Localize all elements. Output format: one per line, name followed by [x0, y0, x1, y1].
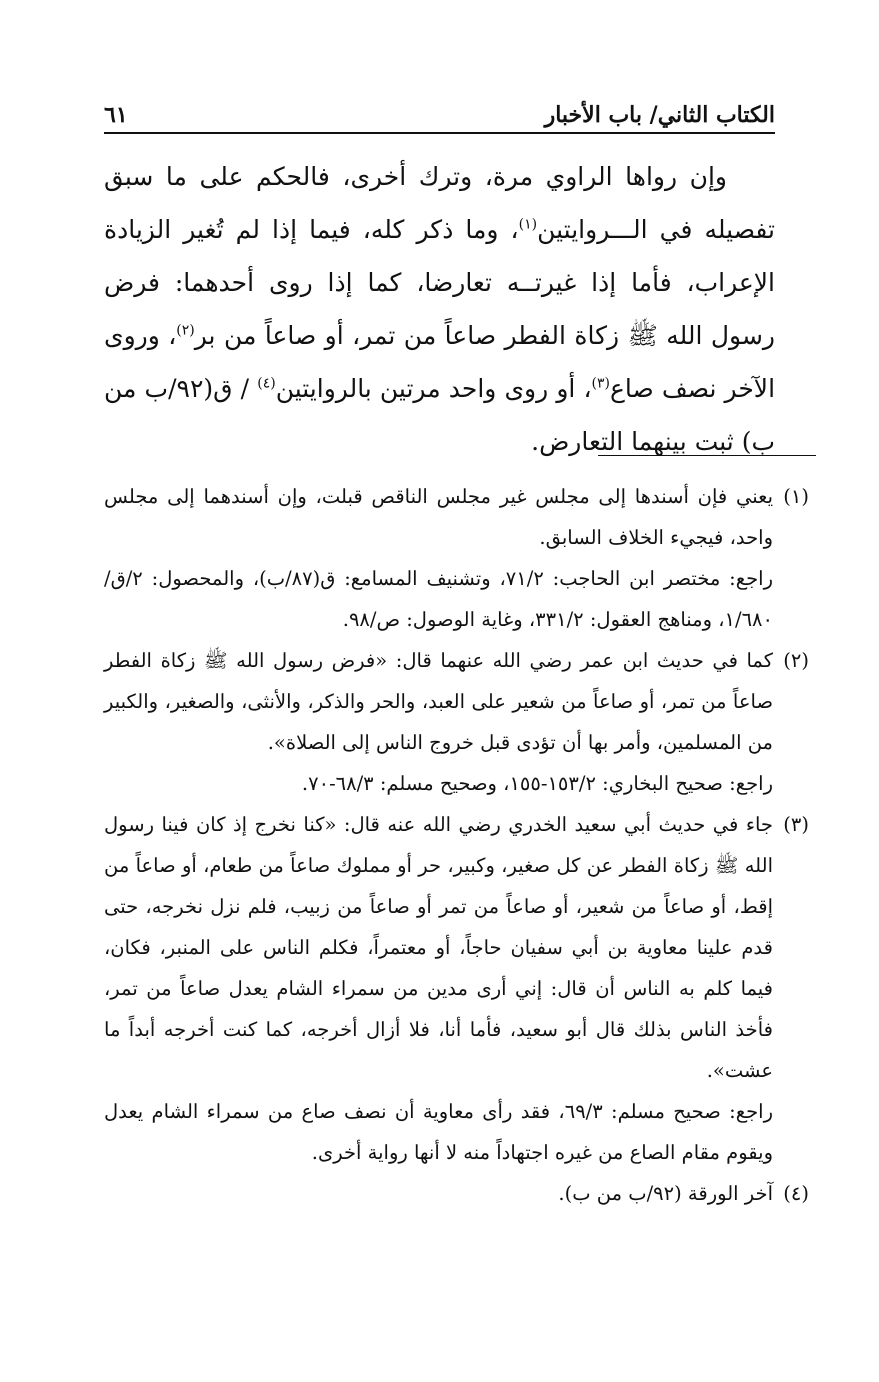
- text-segment: / ق(٩٢/ب من ب) ثبت بينهما التعارض.: [104, 374, 775, 456]
- main-paragraph: [104, 150, 775, 468]
- text-segment: وإن رواها الراوي مرة، وترك أخرى، فالحكم على ما سبق تفصيله في الـــروايتين: [104, 162, 775, 244]
- footnote-1: [104, 476, 809, 640]
- footnote-ref[interactable]: (٣): [591, 375, 611, 392]
- main-text: [104, 150, 775, 468]
- page-number: ٦١: [104, 102, 128, 128]
- footnote-3: [104, 804, 809, 1173]
- text-segment: ، وروى الآخر نصف صاع: [104, 321, 776, 403]
- footnote-ref[interactable]: (٢): [176, 322, 195, 339]
- footnote-text: جاء في حديث أبي سعيد الخدري رضي الله عنه قال: «كنا نخرج إذ كان فينا رسول الله ﷺ زكاة الفطر عن كل صغير، وكبير، حر أو مملوك صاعاً من طعام، أو صاعاً من إقط، أو صاعاً من شعير، أو صاعاً من تمر أو صاعاً من زبيب، فلم نزل نخرجه، حتى قدم علينا معاوية بن أبي سفيان حاجاً، أو معتمراً، فكلم الناس على المنبر، فكان، فيما كلم به الناس أن قال: إني أرى مدين من سمراء الشام يعدل صاعاً من تمر، فأخذ الناس بذلك قال أبو سعيد، فأما أنا، فلا أزال أخرجه، كما كنت أخرجه أبداً ما عشت».: [104, 813, 773, 1082]
- footnote-reference: راجع: صحيح البخاري: ١٥٣/٢-١٥٥، وصحيح مسلم: ٦٨/٣-٧٠.: [301, 772, 773, 795]
- text-segment: ، أو روى واحد مرتين بالروايتين: [275, 374, 592, 403]
- footnote-ref[interactable]: (١): [518, 216, 538, 233]
- footnote-number: (٢): [783, 649, 809, 672]
- footnote-text: كما في حديث ابن عمر رضي الله عنهما قال: «فرض رسول الله ﷺ زكاة الفطر صاعاً من تمر، أو صاعاً من شعير على العبد، والحر والذكر، والأنثى، والصغير، والكبير من المسلمين، وأمر بها أن تؤدى قبل خروج الناس إلى الصلاة».: [104, 649, 773, 754]
- footnote-number: (٤): [783, 1182, 809, 1205]
- text-segment: ، وما ذكر كله، فيما إذا لم تُغير الزيادة الإعراب، فأما إذا غيرتــه تعارضا، كما إذا روى أحدهما: فرض رسول الله ﷺ زكاة الفطر صاعاً من تمر، أو صاعاً من بر: [104, 215, 775, 350]
- footnote-2: [104, 640, 809, 804]
- running-title: الكتاب الثاني/ باب الأخبار: [544, 102, 775, 128]
- footnote-4: [104, 1173, 809, 1214]
- footnote-text: آخر الورقة (٩٢/ب من ب).: [558, 1182, 773, 1205]
- header-rule: [104, 132, 775, 134]
- footnotes: [104, 476, 809, 1214]
- footnote-ref[interactable]: (٤): [257, 375, 276, 392]
- footnote-body: [104, 804, 773, 1173]
- footnote-reference: راجع: مختصر ابن الحاجب: ٧١/٢، وتشنيف المسامع: ق(٨٧/ب)، والمحصول: ٢/ق/١/٦٨٠، ومناهج العقول: ٣٣١/٢، وغاية الوصول: ص/٩٨.: [104, 567, 773, 631]
- footnote-number: (٣): [783, 813, 809, 836]
- footnote-body: [104, 1173, 773, 1214]
- footnote-reference: راجع: صحيح مسلم: ٦٩/٣، فقد رأى معاوية أن نصف صاع من سمراء الشام يعدل ويقوم مقام الصاع من غيره اجتهاداً منه لا أنها رواية أخرى.: [104, 1100, 773, 1164]
- footnote-separator: [598, 455, 816, 456]
- footnote-text: يعني فإن أسندها إلى مجلس غير مجلس الناقص قبلت، وإن أسندهما إلى مجلس واحد، فيجيء الخلاف السابق.: [104, 485, 773, 549]
- footnote-body: [104, 476, 773, 640]
- page-header: [104, 88, 775, 128]
- footnote-number: (١): [783, 485, 809, 508]
- footnote-body: [104, 640, 773, 804]
